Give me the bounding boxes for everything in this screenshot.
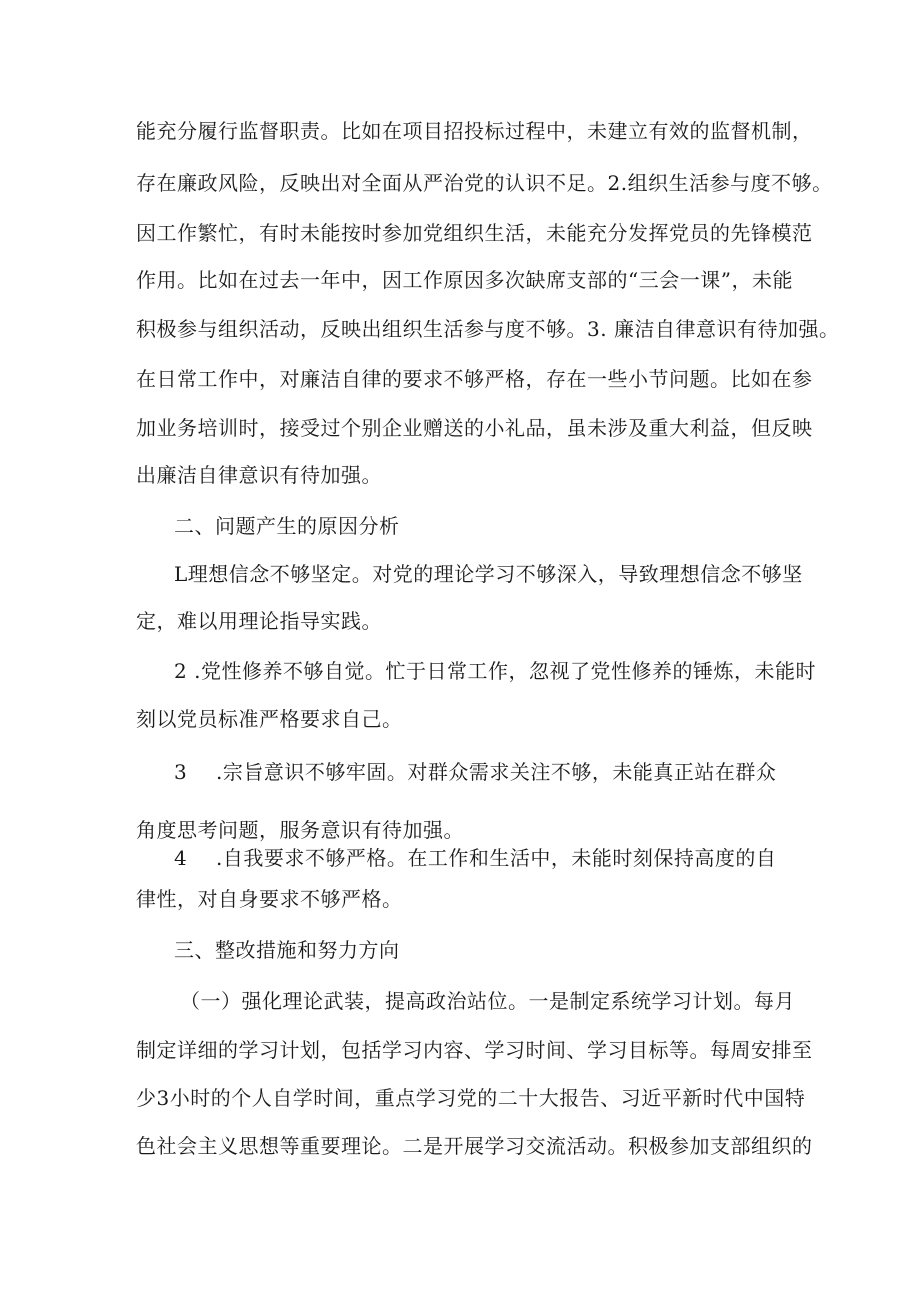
- paragraph-line: 在日常工作中，对廉洁自律的要求不够严格，存在一些小节问题。比如在参: [136, 367, 813, 391]
- cause-4-line-1: [174, 845, 776, 871]
- paragraph-line: 出廉洁自律意识有待加强。: [136, 463, 382, 487]
- cause-3-line-1: [174, 759, 776, 785]
- measure-line: （一）强化理论武装，提高政治站位。一是制定系统学习计划。每月: [180, 989, 795, 1013]
- section-heading: 二、问题产生的原因分析: [174, 514, 400, 538]
- cause-2-line-1: 2 .党性修养不够自觉。忙于日常工作，忽视了党性修养的锤炼，未能时: [174, 659, 816, 683]
- cause-1-line-1: L理想信念不够坚定。对党的理论学习不够深入，导致理想信念不够坚: [174, 562, 803, 586]
- cause-3-number: 3: [174, 760, 188, 784]
- cause-1-line-2: 定，难以用理论指导实践。: [136, 609, 382, 633]
- cause-4-line-2: 律性，对自身要求不够严格。: [136, 887, 403, 911]
- paragraph-line: 因工作繁忙，有时未能按时参加党组织生活，未能充分发挥党员的先锋模范: [136, 221, 813, 245]
- measure-line: 色社会主义思想等重要理论。二是开展学习交流活动。积极参加支部组织的: [136, 1134, 813, 1158]
- cause-3-text: .宗旨意识不够牢固。对群众需求关注不够，未能真正站在群众: [216, 760, 777, 784]
- paragraph-line: 积极参与组织活动，反映出组织生活参与度不够。3. 廉洁自律意识有待加强。: [136, 317, 840, 341]
- paragraph-line: 作用。比如在过去一年中，因工作原因多次缺席支部的“三会一课”，未能: [136, 268, 793, 292]
- measure-line: 少3小时的个人自学时间，重点学习党的二十大报告、习近平新时代中国特: [136, 1086, 806, 1110]
- cause-3-line-2: 角度思考问题，服务意识有待加强。: [136, 818, 464, 842]
- measure-line: 制定详细的学习计划，包括学习内容、学习时间、学习目标等。每周安排至: [136, 1038, 813, 1062]
- paragraph-line: 加业务培训时，接受过个别企业赠送的小礼品，虽未涉及重大利益，但反映: [136, 416, 813, 440]
- section-heading: 三、整改措施和努力方向: [174, 938, 400, 962]
- cause-2-line-2: 刻以党员标准严格要求自己。: [136, 707, 403, 731]
- paragraph-line: 存在廉政风险，反映出对全面从严治党的认识不足。2.组织生活参与度不够。: [136, 171, 833, 195]
- cause-4-text: .自我要求不够严格。在工作和生活中，未能时刻保持高度的自: [216, 846, 777, 870]
- cause-4-number: 4: [174, 846, 188, 870]
- paragraph-line: 能充分履行监督职责。比如在项目招投标过程中，未建立有效的监督机制，: [136, 119, 813, 143]
